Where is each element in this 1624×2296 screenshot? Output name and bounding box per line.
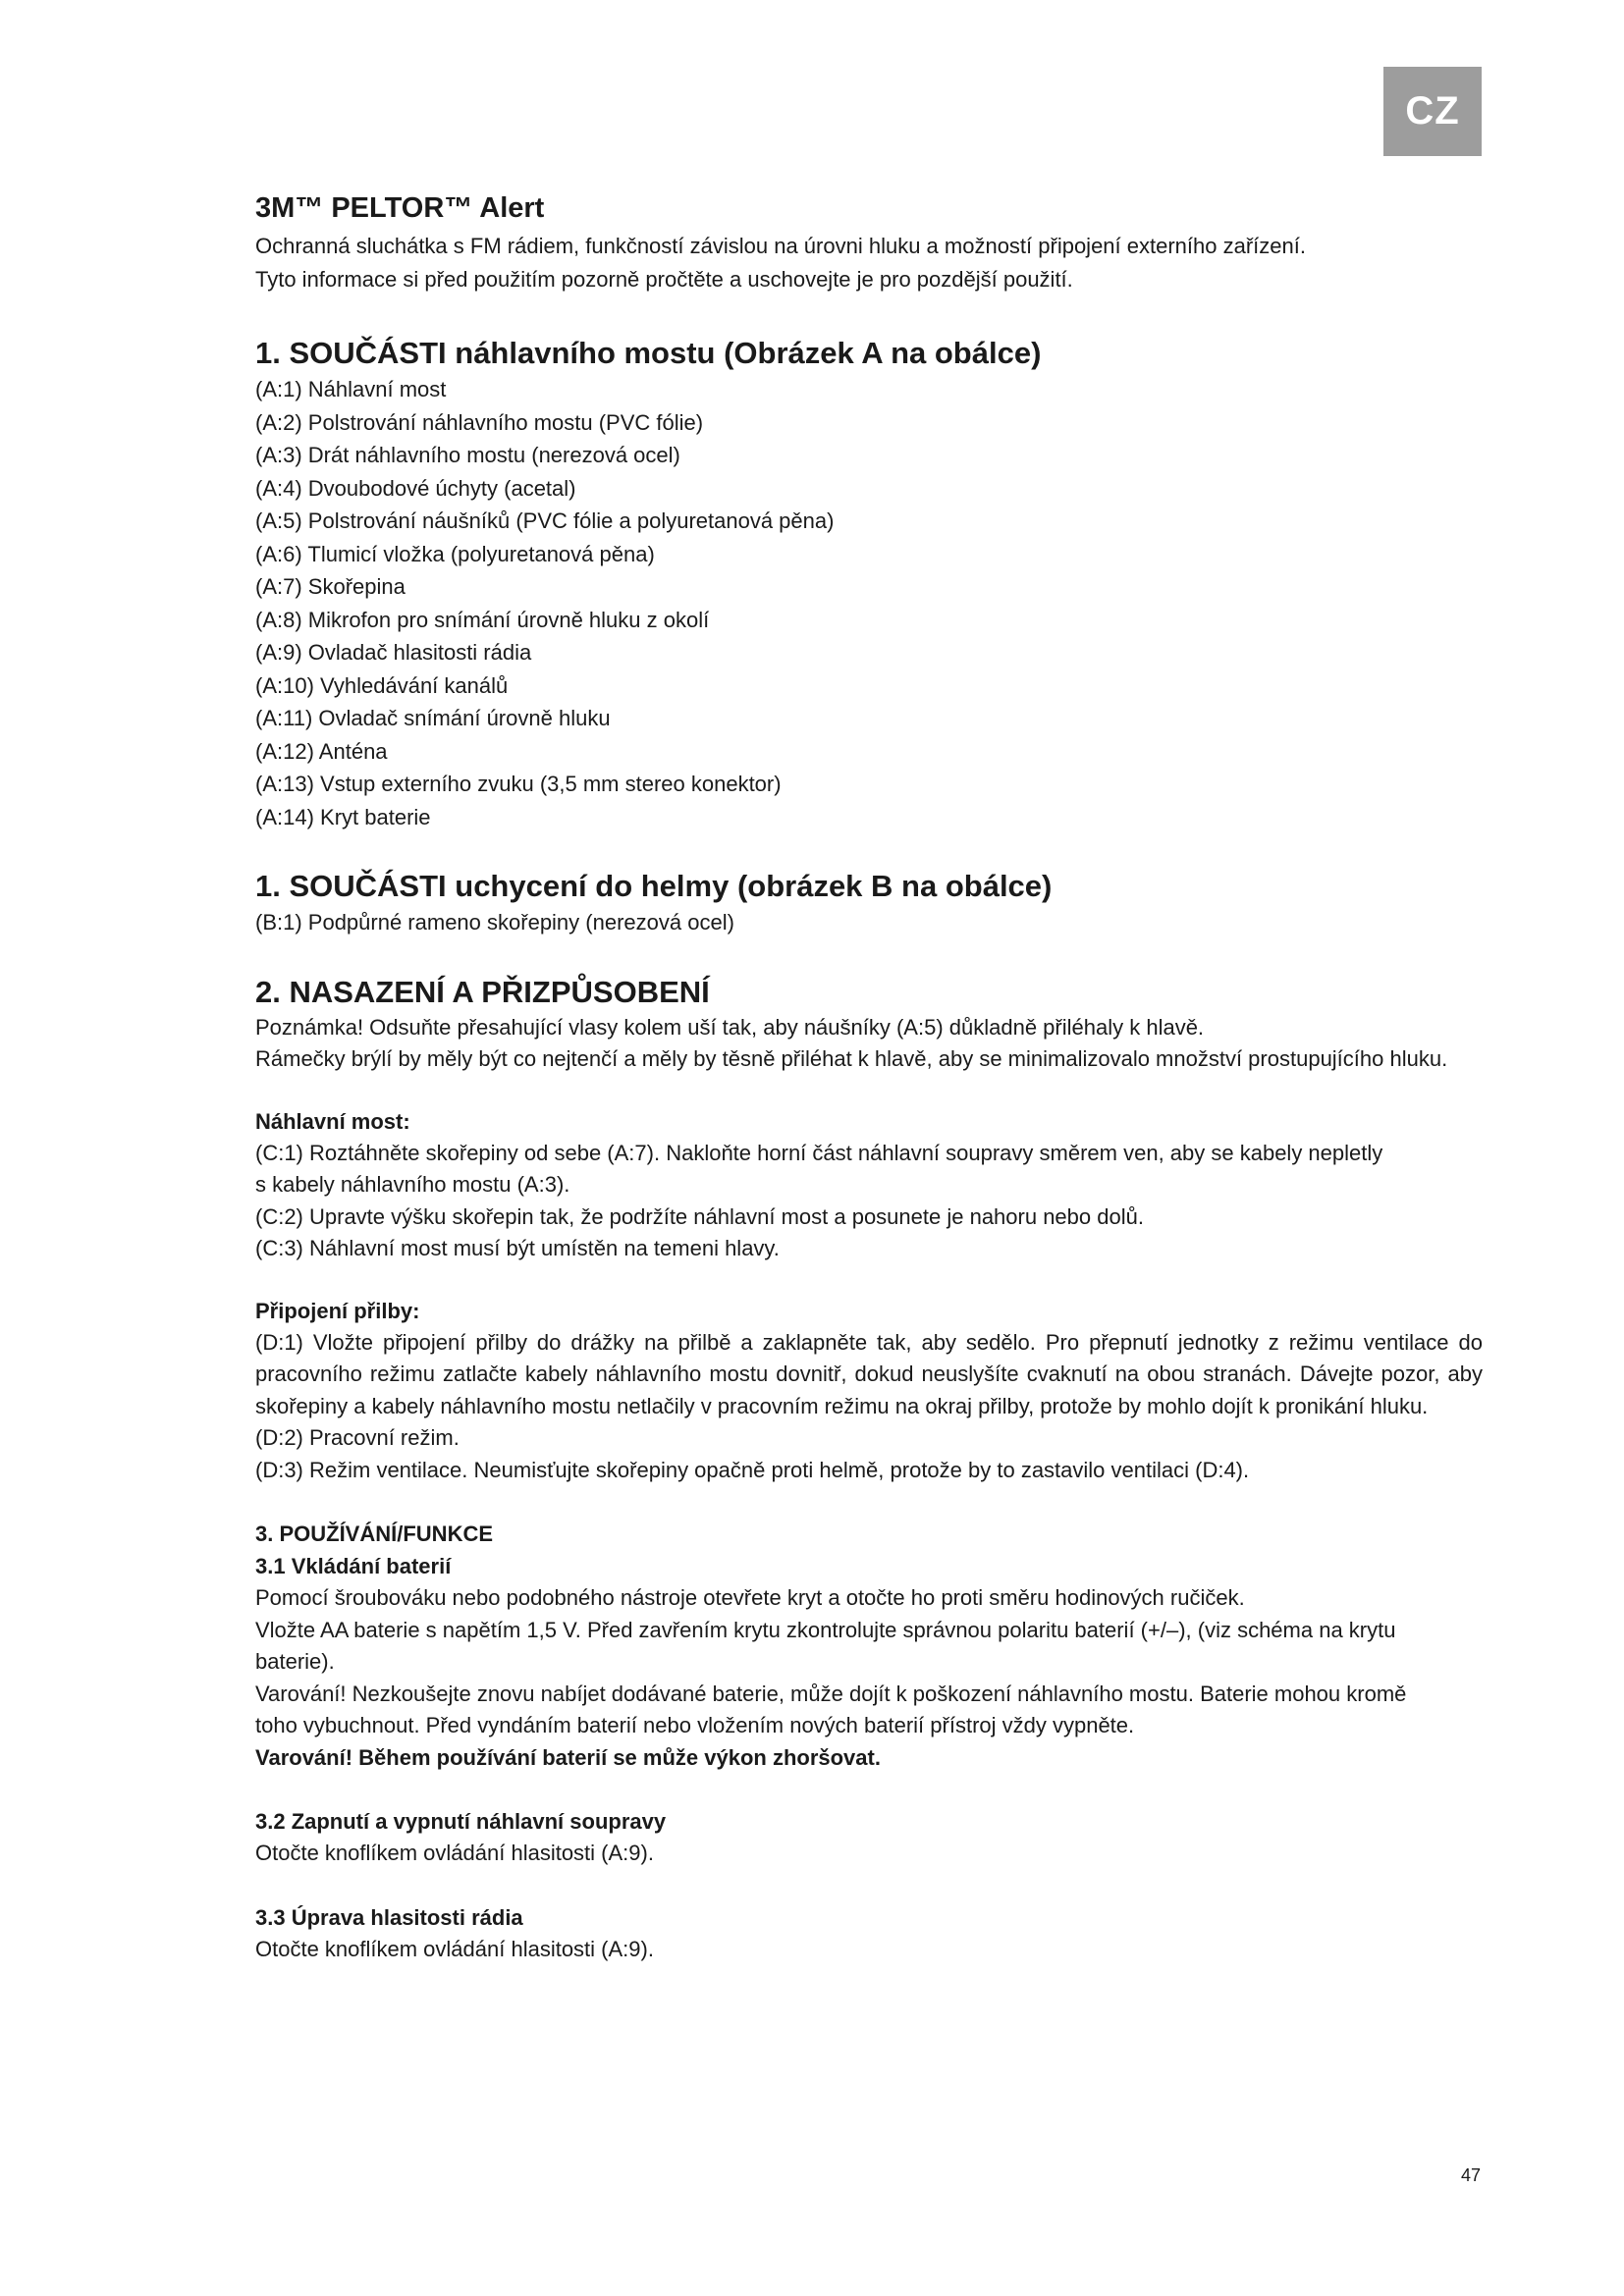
instruction-line: (D:3) Režim ventilace. Neumisťujte skořepiny opačně proti helmě, protože by to zastavilo ventilaci (D:4). bbox=[255, 1457, 1250, 1482]
list-item: (A:9) Ovladač hlasitosti rádia bbox=[255, 640, 532, 665]
subsection-3-1-heading: 3.1 Vkládání baterií bbox=[255, 1554, 452, 1578]
instruction-line: Otočte knoflíkem ovládání hlasitosti (A:9). bbox=[255, 1841, 654, 1865]
language-badge: CZ bbox=[1383, 67, 1482, 156]
instruction-line: Vložte AA baterie s napětím 1,5 V. Před zavřením krytu zkontrolujte správnou polaritu baterií (+/–), (viz schéma na krytu bbox=[255, 1617, 1396, 1642]
intro-line: Ochranná sluchátka s FM rádiem, funkčností závislou na úrovni hluku a možností připojení externího zařízení. bbox=[255, 234, 1306, 258]
list-item: (A:7) Skořepina bbox=[255, 574, 406, 599]
page-number: 47 bbox=[1461, 2165, 1482, 2185]
battery-warning: Varování! Během používání baterií se může výkon zhoršovat. bbox=[255, 1744, 881, 1770]
list-item: (A:13) Vstup externího zvuku (3,5 mm stereo konektor) bbox=[255, 772, 782, 796]
instruction-line: (C:3) Náhlavní most musí být umístěn na temeni hlavy. bbox=[255, 1236, 780, 1260]
headband-subheading: Náhlavní most: bbox=[255, 1108, 410, 1134]
instruction-line: toho vybuchnout. Před vyndáním baterií nebo vložením nových baterií přístroj vždy vypněte. bbox=[255, 1713, 1135, 1737]
list-item: (A:4) Dvoubodové úchyty (acetal) bbox=[255, 475, 576, 501]
note-line: Poznámka! Odsuňte přesahující vlasy kolem uší tak, aby náušníky (A:5) důkladně přiléhaly k hlavě. bbox=[255, 1014, 1205, 1040]
list-item: (A:3) Drát náhlavního mostu (nerezová ocel) bbox=[255, 443, 680, 467]
note-line: Rámečky brýlí by měly být co nejtenčí a měly by těsně přiléhat k hlavě, aby se minimalizovalo množství prostupujícího hluku. bbox=[255, 1046, 1448, 1071]
instruction-line: (C:1) Roztáhněte skořepiny od sebe (A:7). Nakloňte horní část náhlavní soupravy směrem ven, aby se kabely nepletly bbox=[255, 1140, 1383, 1165]
list-item: (A:8) Mikrofon pro snímání úrovně hluku z okolí bbox=[255, 607, 710, 632]
section-1b-heading: 1. SOUČÁSTI uchycení do helmy (obrázek B na obálce) bbox=[255, 869, 1053, 903]
instruction-line: Otočte knoflíkem ovládání hlasitosti (A:9). bbox=[255, 1936, 654, 1961]
document-title: 3M™ PELTOR™ Alert bbox=[255, 192, 545, 224]
instruction-line: Pomocí šroubováku nebo podobného nástroje otevřete kryt a otočte ho proti směru hodinových ručiček. bbox=[255, 1585, 1245, 1610]
instruction-line: (C:2) Upravte výšku skořepin tak, že podržíte náhlavní most a posunete je nahoru nebo dolů. bbox=[255, 1203, 1144, 1229]
list-item: (A:10) Vyhledávání kanálů bbox=[255, 672, 509, 698]
list-item: (A:6) Tlumicí vložka (polyuretanová pěna) bbox=[255, 541, 655, 566]
document-content bbox=[255, 190, 1483, 1965]
list-item: (A:1) Náhlavní most bbox=[255, 377, 447, 401]
instruction-paragraph: (D:1) Vložte připojení přilby do drážky na přilbě a zaklapněte tak, aby sedělo. Pro přepnutí jednotky z režimu ventilace do pracovního režimu zatlačte kabely náhlavního mostu dovnitř, dokud neuslyšíte cvaknutí na obou stranách. Dávejte pozor, aby skořepiny a kabely náhlavního mostu netlačily v pracovním režimu na okraj přilby, protože by mohlo dojít k pronikání hluku. bbox=[255, 1329, 1483, 1418]
section-2-heading: 2. NASAZENÍ A PŘIZPŮSOBENÍ bbox=[255, 974, 710, 1009]
list-item: (A:14) Kryt baterie bbox=[255, 804, 431, 829]
helmet-attachment-subheading: Připojení přilby: bbox=[255, 1298, 420, 1323]
instruction-line: (D:2) Pracovní režim. bbox=[255, 1425, 460, 1450]
list-item: (A:12) Anténa bbox=[255, 738, 388, 764]
intro-line: Tyto informace si před použitím pozorně pročtěte a uschovejte je pro pozdější použití. bbox=[255, 267, 1073, 292]
list-item: (A:2) Polstrování náhlavního mostu (PVC fólie) bbox=[255, 409, 704, 435]
parts-list-a bbox=[255, 373, 1483, 833]
section-3-heading: 3. POUŽÍVÁNÍ/FUNKCE bbox=[255, 1522, 494, 1546]
section-1-heading: 1. SOUČÁSTI náhlavního mostu (Obrázek A na obálce) bbox=[255, 336, 1042, 370]
subsection-3-2-heading: 3.2 Zapnutí a vypnutí náhlavní soupravy bbox=[255, 1809, 667, 1834]
list-item: (B:1) Podpůrné rameno skořepiny (nerezová ocel) bbox=[255, 910, 734, 934]
instruction-line: Varování! Nezkoušejte znovu nabíjet dodávané baterie, může dojít k poškození náhlavního mostu. Baterie mohou kromě bbox=[255, 1681, 1407, 1706]
subsection-3-3-heading: 3.3 Úprava hlasitosti rádia bbox=[255, 1904, 523, 1930]
list-item: (A:5) Polstrování náušníků (PVC fólie a polyuretanová pěna) bbox=[255, 508, 835, 533]
instruction-line: baterie). bbox=[255, 1649, 335, 1674]
instruction-line: s kabely náhlavního mostu (A:3). bbox=[255, 1172, 570, 1197]
list-item: (A:11) Ovladač snímání úrovně hluku bbox=[255, 706, 611, 730]
